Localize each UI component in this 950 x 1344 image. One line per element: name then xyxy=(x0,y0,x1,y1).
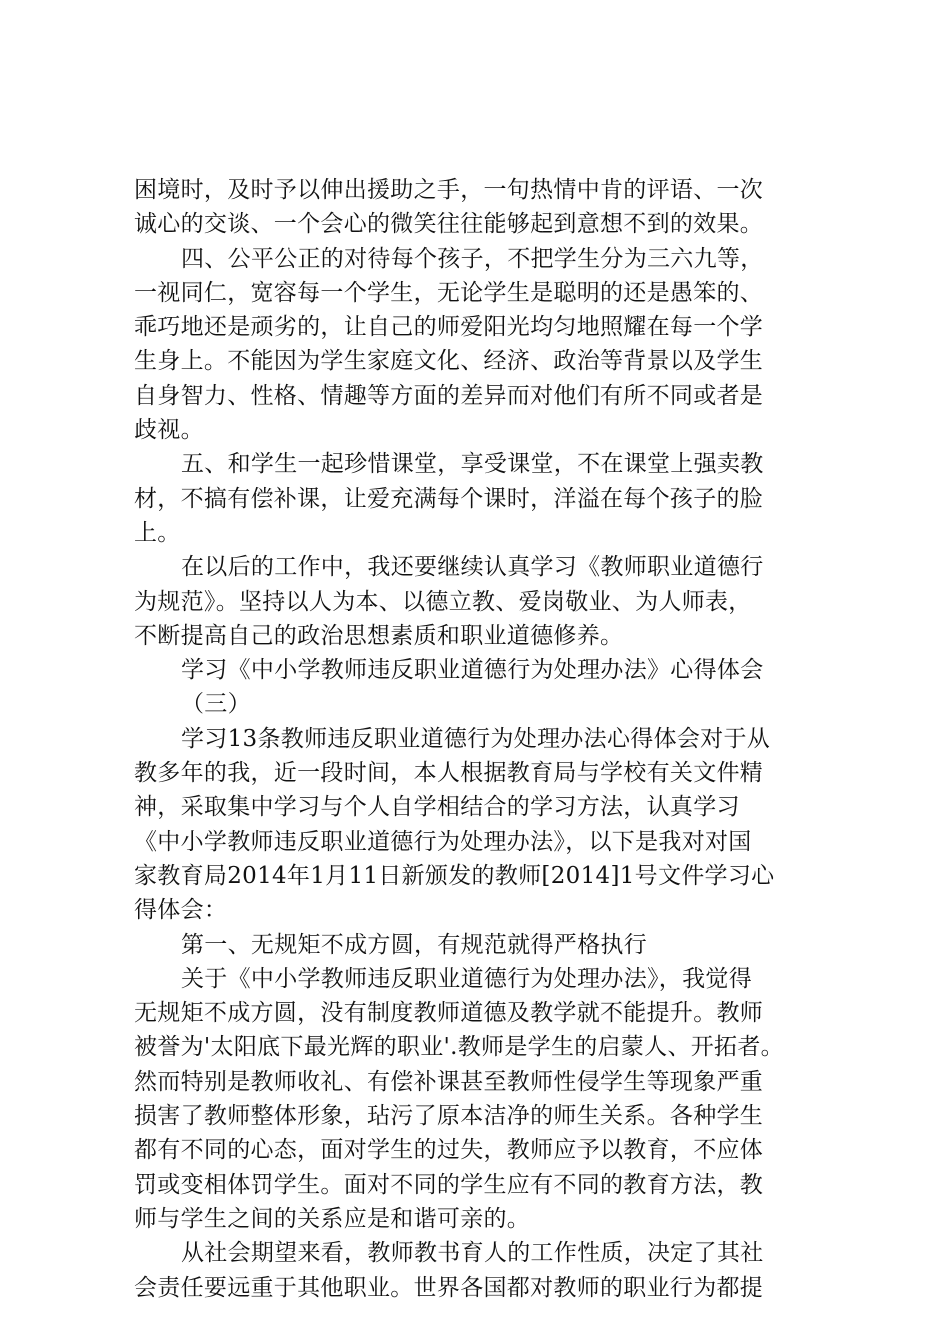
text-line: 得体会： xyxy=(134,897,228,924)
text-line: 然而特别是教师收礼、有偿补课甚至教师性侵学生等现象严重 xyxy=(134,1068,764,1095)
text-line: 无规矩不成方圆，没有制度教师道德及教学就不能提升。教师 xyxy=(134,1000,764,1027)
text-line: 一视同仁，宽容每一个学生，无论学生是聪明的还是愚笨的、 xyxy=(134,279,764,306)
text-line: 学习《中小学教师违反职业道德行为处理办法》心得体会 xyxy=(181,657,764,684)
text-line: 教多年的我，近一段时间，本人根据教育局与学校有关文件精 xyxy=(134,760,764,787)
text-line: 家教育局2014年1月11日新颁发的教师[2014]1号文件学习心 xyxy=(134,862,775,889)
text-line: 生身上。不能因为学生家庭文化、经济、政治等背景以及学生 xyxy=(134,348,764,375)
text-line: 会责任要远重于其他职业。世界各国都对教师的职业行为都提 xyxy=(134,1274,764,1301)
text-line: 五、和学生一起珍惜课堂，享受课堂，不在课堂上强卖教 xyxy=(181,451,764,478)
text-line: 第一、无规矩不成方圆，有规范就得严格执行 xyxy=(181,931,647,958)
text-line: （三） xyxy=(181,691,251,718)
text-line: 损害了教师整体形象，玷污了原本洁净的师生关系。各种学生 xyxy=(134,1103,764,1130)
text-line: 上。 xyxy=(134,519,181,546)
text-line: 不断提高自己的政治思想素质和职业道德修养。 xyxy=(134,622,624,649)
text-line: 为规范》。坚持以人为本、以德立教、爱岗敬业、为人师表， xyxy=(134,588,752,615)
text-line: 都有不同的心态，面对学生的过失，教师应予以教育，不应体 xyxy=(134,1137,764,1164)
text-line: 歧视。 xyxy=(134,417,204,444)
text-line: 乖巧地还是顽劣的，让自己的师爱阳光均匀地照耀在每一个学 xyxy=(134,314,764,341)
text-line: 学习13条教师违反职业道德行为处理办法心得体会对于从 xyxy=(181,725,771,752)
text-line: 材，不搞有偿补课，让爱充满每个课时，洋溢在每个孩子的脸 xyxy=(134,485,764,512)
text-line: 四、公平公正的对待每个孩子，不把学生分为三六九等， xyxy=(181,245,764,272)
text-line: 《中小学教师违反职业道德行为处理办法》，以下是我对对国 xyxy=(134,828,752,855)
text-line: 困境时，及时予以伸出援助之手，一句热情中肯的评语、一次 xyxy=(134,177,764,203)
text-line: 自身智力、性格、情趣等方面的差异而对他们有所不同或者是 xyxy=(134,382,764,409)
text-line: 神，采取集中学习与个人自学相结合的学习方法，认真学习 xyxy=(134,794,740,821)
text-line: 师与学生之间的关系应是和谐可亲的。 xyxy=(134,1205,531,1232)
text-line: 诚心的交谈、一个会心的微笑往往能够起到意想不到的效果。 xyxy=(134,211,764,238)
text-line: 关于《中小学教师违反职业道德行为处理办法》，我觉得 xyxy=(181,965,752,992)
document-body xyxy=(134,173,834,1305)
text-line: 罚或变相体罚学生。面对不同的学生应有不同的教育方法，教 xyxy=(134,1171,764,1198)
text-line: 从社会期望来看，教师教书育人的工作性质，决定了其社 xyxy=(181,1240,764,1267)
text-line: 在以后的工作中，我还要继续认真学习《教师职业道德行 xyxy=(181,554,764,581)
text-line: 被誉为'太阳底下最光辉的职业'.教师是学生的启蒙人、开拓者。 xyxy=(134,1034,784,1061)
